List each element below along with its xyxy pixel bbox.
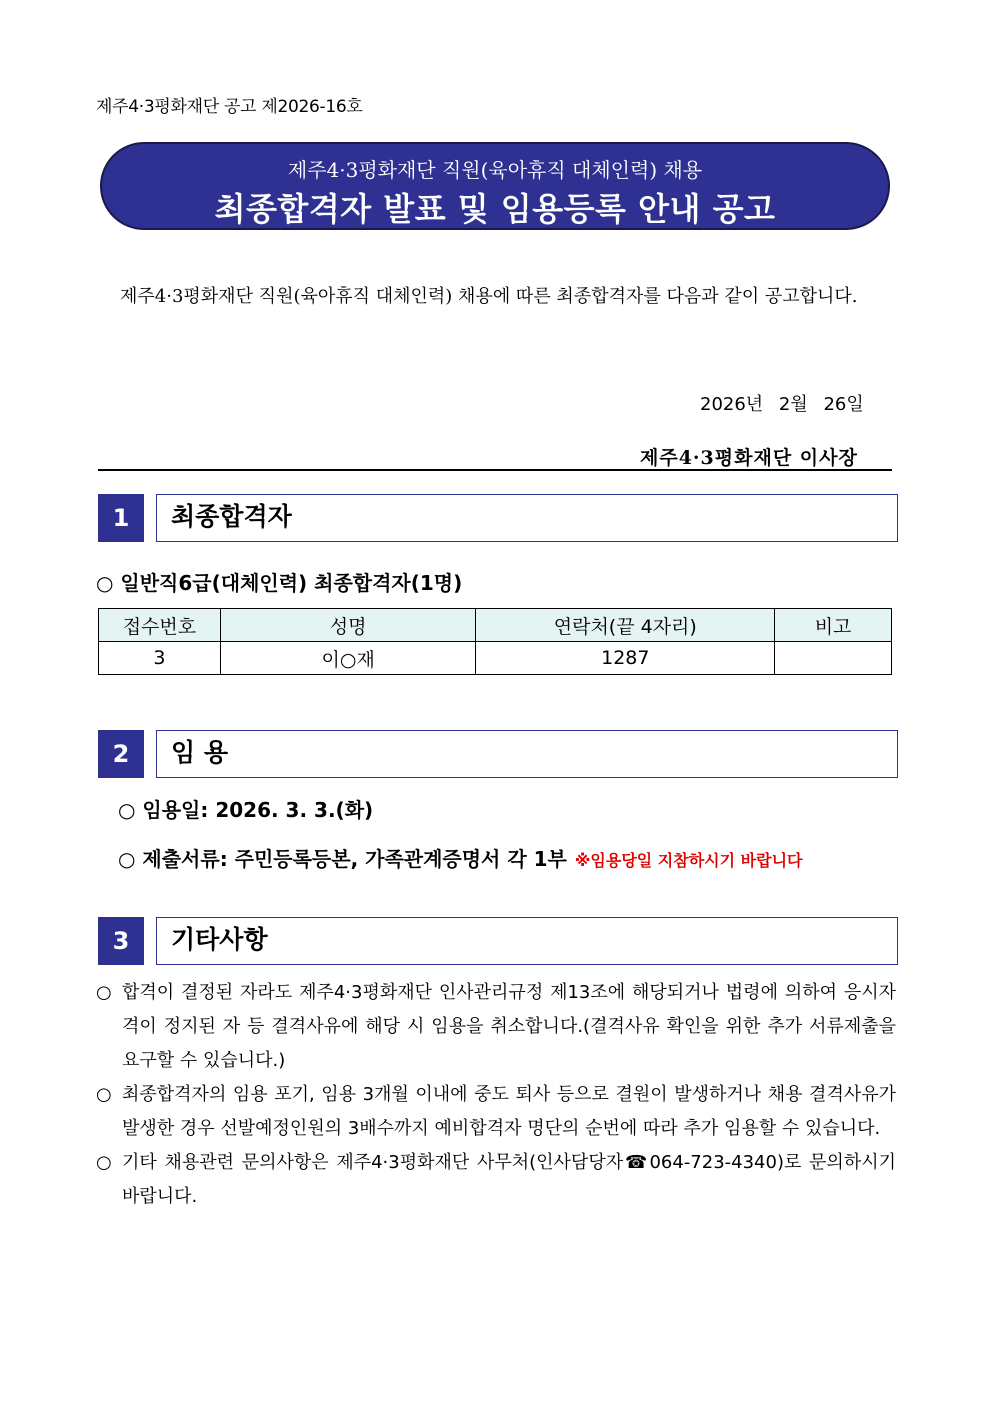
bullet-icon: ○ <box>96 982 112 1003</box>
issuer: 제주4·3평화재단 이사장 <box>640 447 858 469</box>
section-2-number: 2 <box>98 730 144 778</box>
column-header: 성명 <box>220 609 476 642</box>
section-1-number: 1 <box>98 494 144 542</box>
list-item <box>96 1078 896 1146</box>
results-table <box>98 608 892 675</box>
appointment-date: ○ 임용일: 2026. 3. 3.(화) <box>118 798 374 822</box>
documents-line <box>118 843 802 872</box>
column-header: 연락처(끝 4자리) <box>476 609 775 642</box>
section-3-number: 3 <box>98 917 144 965</box>
notice-number: 제주4·3평화재단 공고 제2026-16호 <box>96 97 363 117</box>
results-heading: ○ 일반직6급(대체인력) 최종합격자(1명) <box>96 571 463 595</box>
table-row <box>99 642 892 675</box>
list-item-text: 합격이 결정된 자라도 제주4·3평화재단 인사관리규정 제13조에 해당되거나 법령에 의하여 응시자격이 정지된 자 등 결격사유에 해당 시 임용을 취소합니다.(결격사유 확인을 위한 추가 서류제출을 요구할 수 있습니다.) <box>122 982 896 1071</box>
list-item <box>96 1146 896 1214</box>
list-item-text: 기타 채용관련 문의사항은 제주4·3평화재단 사무처(인사담당자☎064-723-4340)로 문의하시기 바랍니다. <box>122 1152 896 1207</box>
section-1-title: 최종합격자 <box>156 494 898 542</box>
column-header: 접수번호 <box>99 609 221 642</box>
list-item <box>96 976 896 1078</box>
table-cell: 이○재 <box>220 642 476 675</box>
list-item-text: 최종합격자의 임용 포기, 임용 3개월 이내에 중도 퇴사 등으로 결원이 발생하거나 채용 결격사유가 발생한 경우 선발예정인원의 3배수까지 예비합격자 명단의 순번에 따라 추가 임용할 수 있습니다. <box>122 1084 896 1139</box>
bullet-icon: ○ <box>96 1084 112 1105</box>
etc-list <box>96 976 896 1214</box>
notice-date: 2026년 2월 26일 <box>700 394 864 415</box>
title-main: 최종합격자 발표 및 임용등록 안내 공고 <box>214 190 776 228</box>
title-subtitle: 제주4·3평화재단 직원(육아휴직 대체인력) 채용 <box>287 158 703 182</box>
section-2-title: 임 용 <box>156 730 898 778</box>
section-3-title: 기타사항 <box>156 917 898 965</box>
table-cell <box>775 642 892 675</box>
table-header-row <box>99 609 892 642</box>
divider <box>98 469 892 471</box>
bullet-icon: ○ <box>96 1152 112 1173</box>
table-cell: 1287 <box>476 642 775 675</box>
title-banner <box>100 142 890 230</box>
documents-note: ※임용당일 지참하시기 바랍니다 <box>574 851 803 870</box>
documents-text: ○ 제출서류: 주민등록등본, 가족관계증명서 각 1부 <box>118 847 567 871</box>
column-header: 비고 <box>775 609 892 642</box>
intro-paragraph: 제주4·3평화재단 직원(육아휴직 대체인력) 채용에 따른 최종합격자를 다음과 같이 공고합니다. <box>120 286 858 307</box>
table-cell: 3 <box>99 642 221 675</box>
